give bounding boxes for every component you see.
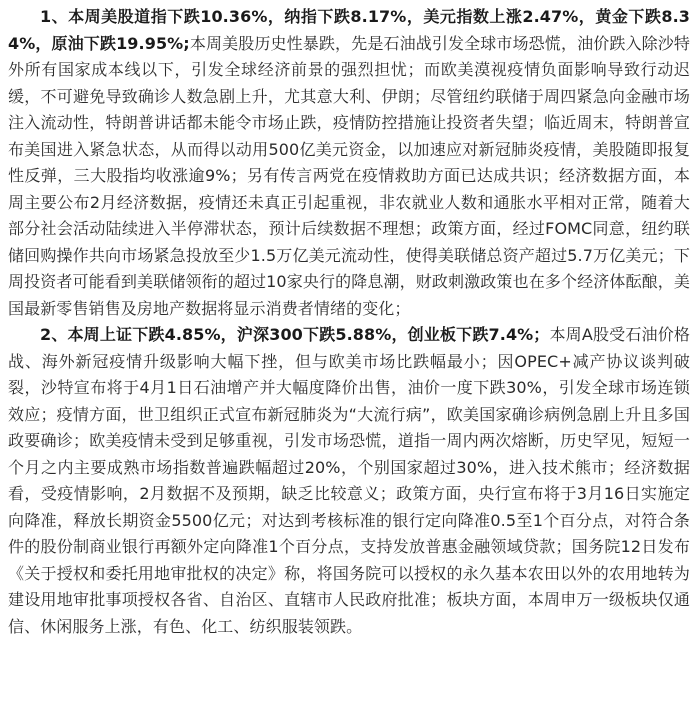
paragraph-text: 本周美股历史性暴跌，先是石油战引发全球市场恐慌，油价跌入除沙特外所有国家成本线以下，引发全球经济前景的强烈担忧；而欧美漠视疫情负面影响导致行动迟缓，不可避免导致确诊人数急剧上升，尤其意大利、伊朗；尽管纽约联储于周四紧急向金融市场注入流动性，特朗普讲话都未能令市场止跌，疫情防控措施让投资者失望；临近周末，特朗普宣布美国进入紧急状态，从而得以动用500亿美元资金，以加速应对新冠肺炎疫情，美股随即报复性反弹，三大股指均收涨逾9%；另有传言两党在疫情救助方面已达成共识；经济数据方面，本周主要公布2月经济数据，疫情还未真正引起重视，非农就业人数和通胀水平相对正常，随着大部分社会活动陆续进入半停滞状态，预计后续数据不理想；政策方面，经过FOMC同意，纽约联储回购操作共向市场紧急投放至少1.5万亿美元流动性，使得美联储总资产超过5.7万亿美元；下周投资者可能看到美联储领衔的超过10家央行的降息潮，财政刺激政策也在多个经济体酝酿，美国最新零售销售及房地产数据将显示消费者情绪的变化； <box>8 33 690 318</box>
paragraph-lead: 1、本周美股道指下跌10.36%，纳指下跌8.17%，美元指数上涨2.47%，黄金下跌8.34%，原油下跌19.95%; <box>8 7 690 53</box>
paragraph-a-share-market <box>8 322 690 640</box>
paragraph-lead: 2、本周上证下跌4.85%，沪深300下跌5.88%，创业板下跌7.4%； <box>40 325 550 344</box>
paragraph-text: 本周A股受石油价格战、海外新冠疫情升级影响大幅下挫，但与欧美市场比跌幅最小；因OPEC+减产协议谈判破裂，沙特宣布将于4月1日石油增产并大幅度降价出售，油价一度下跌30%，引发全球市场连锁效应；疫情方面，世卫组织正式宣布新冠肺炎为“大流行病”，欧美国家确诊病例急剧上升且多国政要确诊；欧美疫情未受到足够重视，引发市场恐慌，道指一周内两次熔断，历史罕见，短短一个月之内主要成熟市场指数普遍跌幅超过20%，个别国家超过30%，进入技术熊市；经济数据看，受疫情影响，2月数据不及预期，缺乏比较意义；政策方面，央行宣布将于3月16日实施定向降准，释放长期资金5500亿元；对达到考核标准的银行定向降准0.5至1个百分点，对符合条件的股份制商业银行再额外定向降准1个百分点，支持发放普惠金融领域贷款；国务院12日发布《关于授权和委托用地审批权的决定》称，将国务院可以授权的永久基本农田以外的农用地转为建设用地审批事项授权各省、自治区、直辖市人民政府批准；板块方面，本周申万一级板块仅通信、休闲服务上涨，有色、化工、纺织服装领跌。 <box>8 325 690 636</box>
paragraph-us-market <box>8 4 690 322</box>
